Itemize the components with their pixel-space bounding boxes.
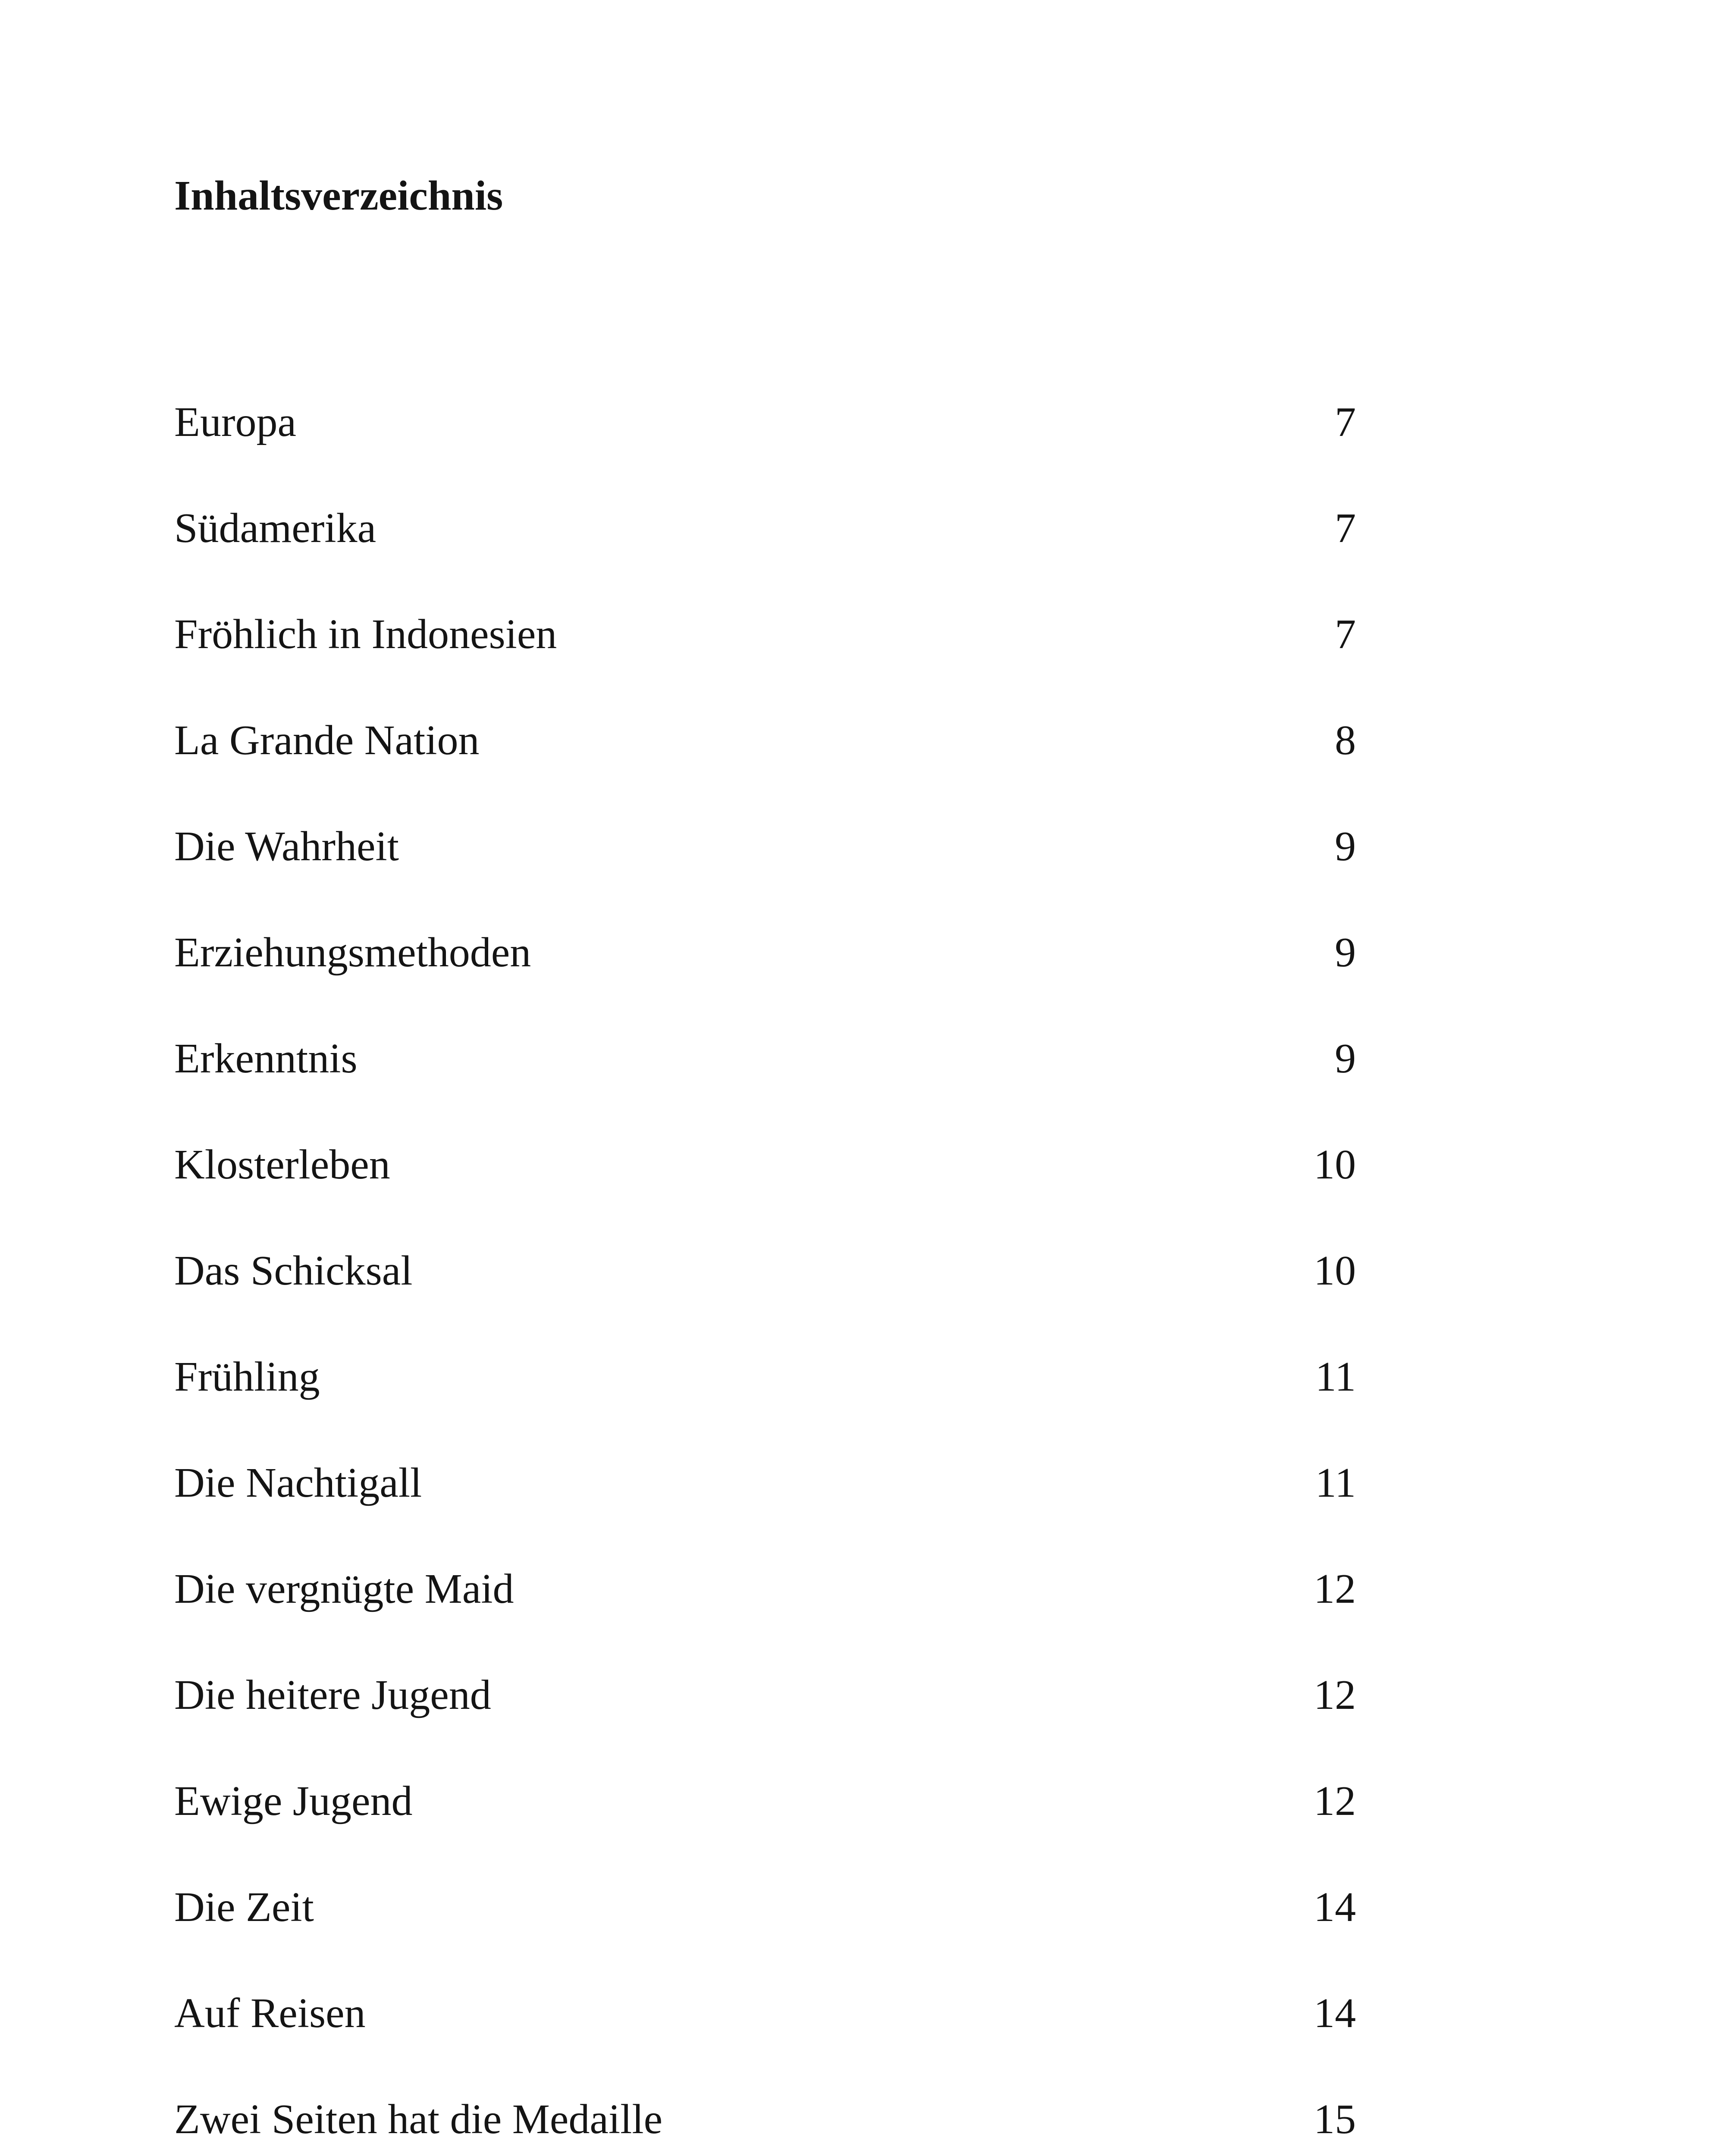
toc-entry-page: 10 (1314, 1247, 1356, 1294)
toc-entry-page: 12 (1314, 1672, 1356, 1718)
toc-entry-page: 12 (1314, 1566, 1356, 1612)
toc-entry-title: Das Schicksal (174, 1247, 413, 1294)
toc-entry-page: 11 (1315, 1354, 1356, 1400)
toc-entry-title: Zwei Seiten hat die Medaille (174, 2096, 663, 2143)
toc-entry-page: 15 (1314, 2096, 1356, 2143)
toc-entry-page: 7 (1335, 399, 1356, 445)
toc-heading: Inhaltsverzeichnis (174, 172, 503, 219)
toc-entry-page: 9 (1335, 823, 1356, 870)
toc-entry-title: Europa (174, 399, 296, 445)
toc-entry-page: 9 (1335, 929, 1356, 976)
toc-entry (174, 825, 1356, 931)
toc-entry-title: Die Nachtigall (174, 1460, 422, 1506)
toc-entry (174, 1780, 1356, 1886)
toc-entry (174, 1462, 1356, 1568)
toc-entry (174, 1141, 1356, 1250)
toc-entry (174, 1992, 1356, 2098)
toc-entry-title: Die Zeit (174, 1884, 314, 1930)
toc-entry-page: 14 (1314, 1884, 1356, 1930)
toc-entry-title: Die heitere Jugend (174, 1672, 491, 1718)
toc-entry (174, 1356, 1356, 1462)
toc-entry (174, 1037, 1356, 1144)
toc-entry-page: 11 (1315, 1460, 1356, 1506)
toc-entry-page: 7 (1335, 611, 1356, 658)
toc-entry (174, 1247, 1356, 1356)
toc-entry-title: Fröhlich in Indonesien (174, 611, 557, 658)
toc-entry-title: Die vergnügte Maid (174, 1566, 514, 1612)
toc-list (174, 401, 1356, 2156)
toc-entry-title: Erziehungsmethoden (174, 929, 531, 976)
toc-entry-title: Frühling (174, 1354, 320, 1400)
toc-entry (174, 931, 1356, 1037)
toc-entry (174, 1886, 1356, 1992)
toc-entry-page: 12 (1314, 1778, 1356, 1824)
toc-entry-title: Südamerika (174, 505, 377, 552)
toc-entry-page: 14 (1314, 1990, 1356, 2037)
toc-entry-page: 9 (1335, 1035, 1356, 1082)
toc-entry-page: 10 (1314, 1141, 1356, 1188)
toc-entry (174, 401, 1356, 507)
toc-entry (174, 1674, 1356, 1780)
toc-entry (174, 1568, 1356, 1674)
toc-entry-page: 7 (1335, 505, 1356, 552)
toc-entry-title: Ewige Jugend (174, 1778, 413, 1824)
toc-entry-title: Auf Reisen (174, 1990, 366, 2037)
toc-entry-title: Die Wahrheit (174, 823, 399, 870)
toc-entry (174, 613, 1356, 719)
toc-entry-title: Klosterleben (174, 1141, 390, 1188)
toc-entry (174, 507, 1356, 613)
toc-entry-title: La Grande Nation (174, 717, 480, 764)
toc-entry (174, 2098, 1356, 2156)
toc-entry (174, 719, 1356, 825)
toc-entry-page: 8 (1335, 717, 1356, 764)
toc-entry-title: Erkenntnis (174, 1035, 358, 1082)
